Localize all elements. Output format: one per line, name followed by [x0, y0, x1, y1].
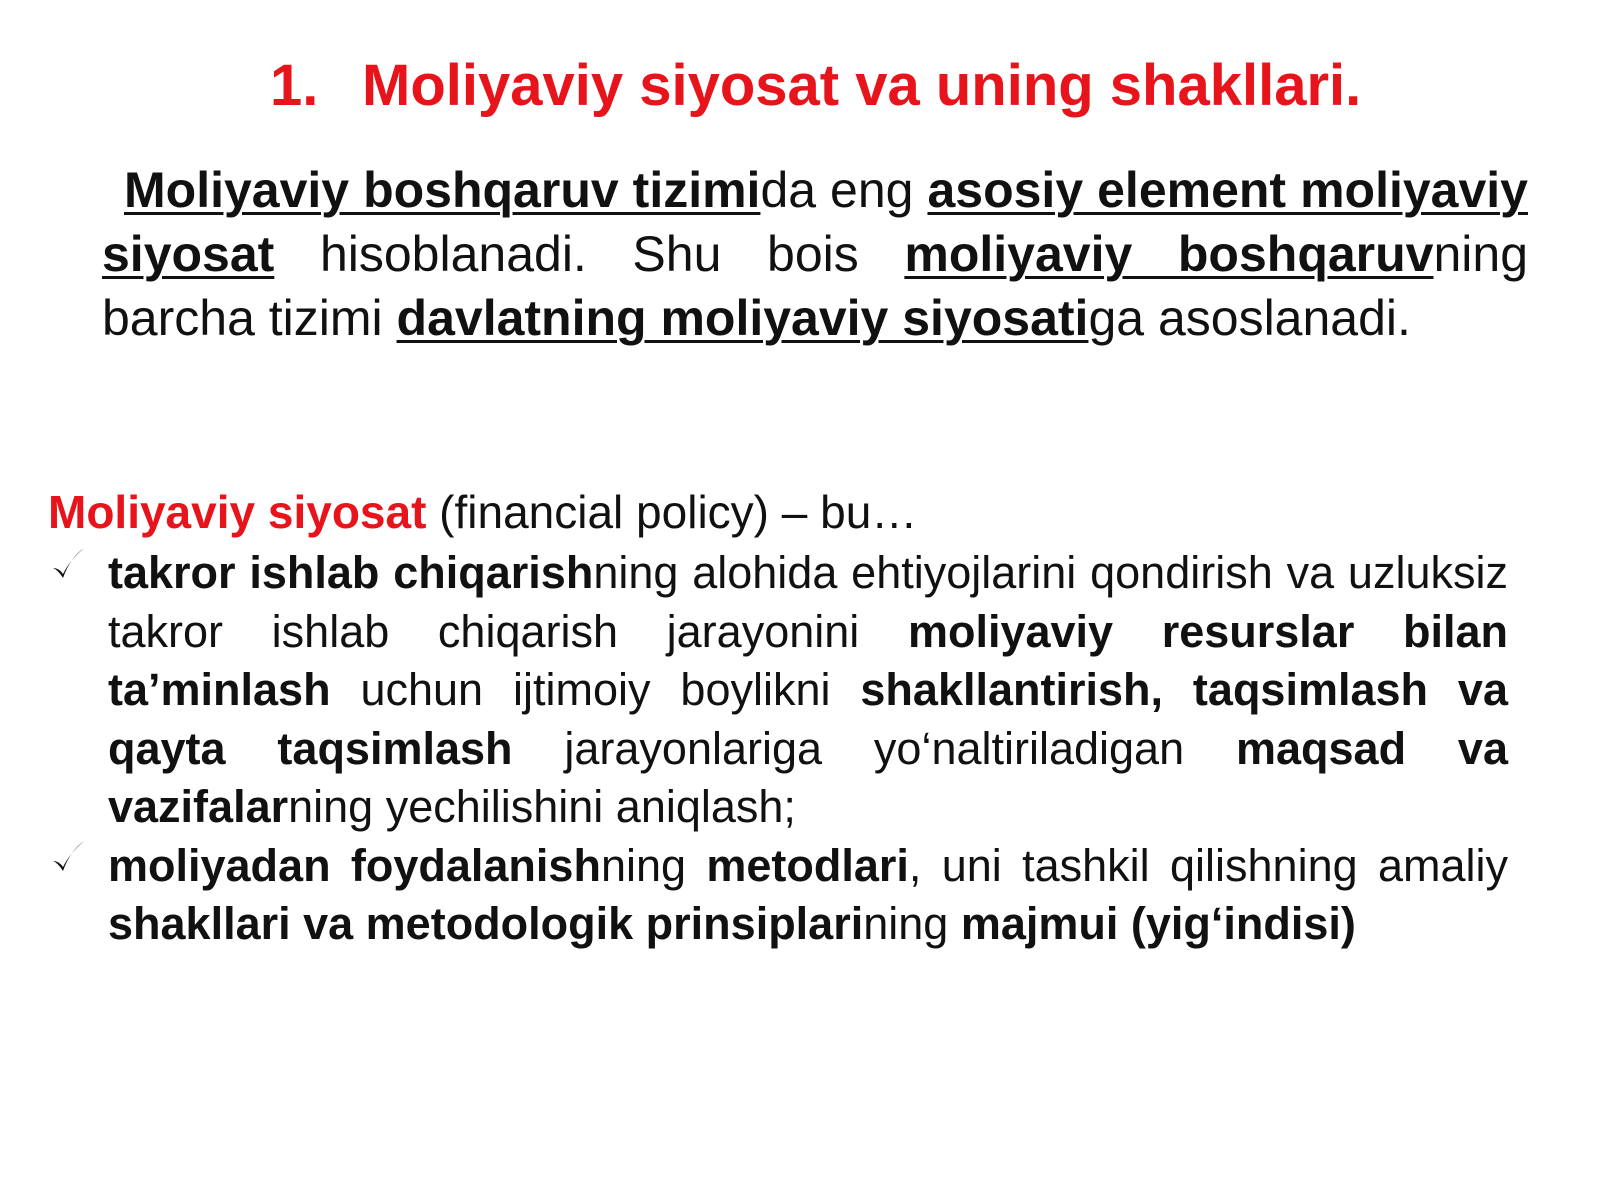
slide-title — [270, 52, 1530, 120]
definition-list — [48, 544, 1508, 954]
intro-text-2: hisoblanadi. Shu bois — [274, 226, 905, 282]
bullet-text-1: ning alohida ehtiyojlarini qondirish va uzluksiz takror ishlab chiqarish jarayonini — [108, 547, 1508, 657]
definition-line — [48, 484, 1548, 540]
title-text: Moliyaviy siyosat va uning shakllari. — [362, 53, 1362, 118]
bullet-text-2: uchun ijtimoiy boylikni — [330, 664, 861, 715]
title-number: 1. — [270, 53, 319, 118]
intro-term-4: davlatning moliyaviy siyosati — [396, 290, 1089, 346]
checkmark-icon — [50, 837, 86, 877]
bullet-text-3: jarayonlariga yo‘naltiriladigan — [512, 722, 1236, 774]
intro-term-2: asosiy element moliyaviy siyosat — [102, 162, 1528, 282]
bullet-bold-2: moliyaviy resurslar bilan ta’minlash — [108, 605, 1509, 715]
bullet-bold-1: moliyadan foydalanish — [108, 839, 601, 891]
bullet-text-1: ning — [600, 839, 707, 891]
bullet-bold-3: shakllantirish, taqsimlash va qayta taqsimlash — [108, 664, 1508, 774]
checkmark-icon — [50, 544, 86, 584]
intro-text-1: da eng — [760, 162, 928, 218]
bullet-bold-3: shakllari va metodologik prinsiplari — [108, 898, 864, 949]
bullet-bold-1: takror ishlab chiqarish — [108, 547, 594, 598]
intro-paragraph — [102, 158, 1528, 350]
intro-term-1: Moliyaviy boshqaruv tizimi — [124, 162, 761, 218]
bullet-text-3: ning — [863, 898, 961, 949]
bullet-bold-4: maqsad va vazifalar — [108, 722, 1508, 832]
definition-term: Moliyaviy siyosat — [48, 486, 427, 538]
intro-text-3: ning barcha tizimi — [102, 226, 1529, 346]
list-item — [48, 544, 1508, 837]
bullet-bold-2: metodlari — [706, 839, 909, 891]
bullet-bold-4: majmui (yig‘indisi) — [960, 898, 1356, 949]
intro-term-3: moliyaviy boshqaruv — [904, 226, 1434, 282]
bullet-text-4: ning yechilishini aniqlash; — [288, 781, 796, 832]
bullet-text-2: , uni tashkil qilishning amaliy — [908, 839, 1508, 891]
intro-text-4: ga asoslanadi. — [1088, 290, 1411, 346]
definition-rest: (financial policy) – bu… — [426, 486, 918, 538]
list-item — [48, 837, 1508, 954]
